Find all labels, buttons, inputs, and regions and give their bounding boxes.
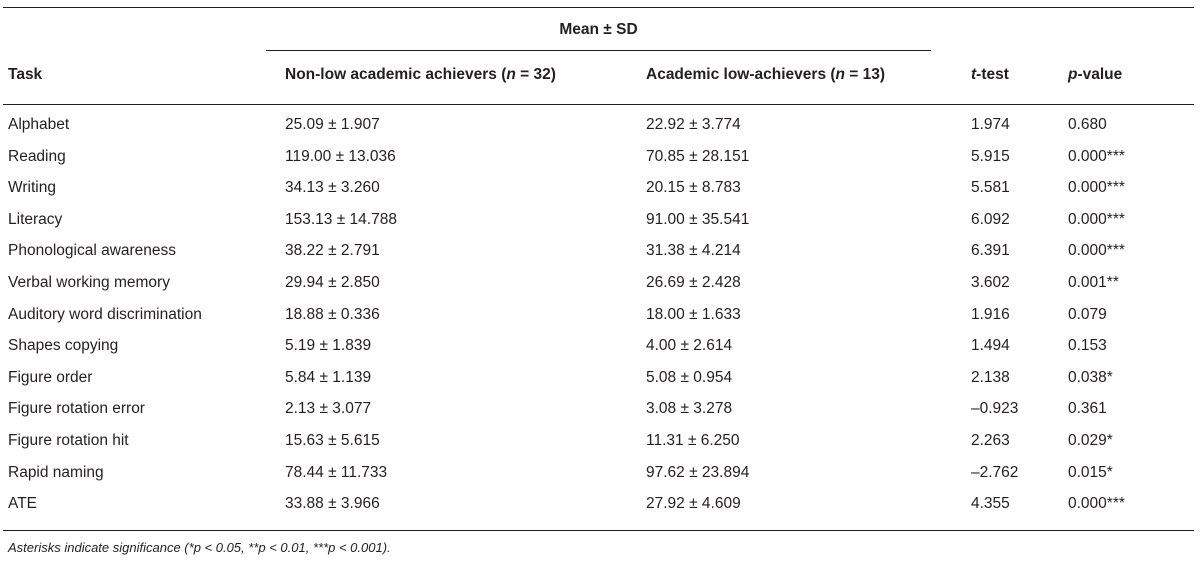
- cell-task: Figure rotation hit: [8, 432, 129, 449]
- header-t-test: [971, 65, 1009, 85]
- header-low-achievers: [646, 65, 885, 85]
- cell-p-value: 0.000***: [1068, 242, 1125, 260]
- cell-task: Phonological awareness: [8, 242, 177, 260]
- cell-non-low: 34.13 ± 3.260: [285, 179, 380, 197]
- header-t-italic: t: [971, 66, 977, 83]
- cell-non-low: 119.00 ± 13.036: [285, 147, 396, 165]
- cell-t-test: 1.916: [971, 305, 1010, 323]
- header-non-low-suffix: = 32): [515, 66, 556, 83]
- cell-t-test: 5.581: [971, 179, 1010, 197]
- table-bottom-rule: [3, 530, 1194, 531]
- cell-t-test: 2.138: [971, 368, 1010, 386]
- header-bottom-rule: [3, 104, 1194, 105]
- cell-non-low: 18.88 ± 0.336: [285, 305, 380, 323]
- cell-task: ATE: [8, 495, 37, 513]
- cell-low: 20.15 ± 8.783: [646, 179, 741, 197]
- cell-task: Auditory word discrimination: [8, 305, 202, 323]
- cell-p-value: 0.015*: [1068, 463, 1113, 481]
- cell-task: Figure order: [8, 368, 93, 386]
- cell-low: 70.85 ± 28.151: [646, 147, 750, 165]
- cell-task: Alphabet: [8, 116, 70, 133]
- cell-task: Literacy: [8, 210, 63, 228]
- cell-t-test: 1.974: [971, 116, 1010, 133]
- cell-non-low: 5.84 ± 1.139: [285, 368, 372, 386]
- cell-p-value: 0.000***: [1068, 179, 1125, 197]
- cell-low: 22.92 ± 3.774: [646, 116, 741, 133]
- header-non-low-prefix: Non-low academic achievers (: [285, 66, 507, 83]
- table-top-rule: [3, 7, 1194, 8]
- cell-low: 91.00 ± 35.541: [646, 210, 750, 228]
- cell-task: Reading: [8, 147, 66, 165]
- cell-non-low: 25.09 ± 1.907: [285, 116, 380, 133]
- cell-low: 27.92 ± 4.609: [646, 495, 741, 513]
- header-low-prefix: Academic low-achievers (: [646, 66, 836, 83]
- cell-low: 97.62 ± 23.894: [646, 463, 750, 481]
- header-low-n: n: [835, 66, 845, 83]
- spanner-rule: [266, 50, 931, 51]
- header-p-italic: p: [1068, 66, 1078, 83]
- cell-low: 4.00 ± 2.614: [646, 337, 733, 355]
- cell-non-low: 78.44 ± 11.733: [285, 463, 388, 481]
- cell-task: Verbal working memory: [8, 274, 170, 291]
- header-task: Task: [8, 66, 43, 83]
- cell-non-low: 29.94 ± 2.850: [285, 274, 380, 291]
- cell-non-low: 38.22 ± 2.791: [285, 242, 380, 260]
- cell-t-test: 1.494: [971, 337, 1010, 355]
- cell-p-value: 0.001**: [1068, 274, 1119, 291]
- header-non-low-n: n: [506, 66, 516, 83]
- cell-p-value: 0.038*: [1068, 368, 1113, 386]
- cell-p-value: 0.000***: [1068, 495, 1125, 513]
- cell-task: Rapid naming: [8, 463, 104, 481]
- cell-t-test: –0.923: [971, 400, 1019, 418]
- cell-t-test: 5.915: [971, 147, 1010, 165]
- cell-non-low: 153.13 ± 14.788: [285, 210, 397, 228]
- cell-low: 3.08 ± 3.278: [646, 400, 733, 418]
- header-non-low-achievers: [285, 65, 556, 85]
- cell-t-test: 4.355: [971, 495, 1010, 513]
- cell-low: 11.31 ± 6.250: [646, 432, 740, 449]
- cell-p-value: 0.000***: [1068, 147, 1125, 165]
- cell-non-low: 33.88 ± 3.966: [285, 495, 380, 513]
- cell-t-test: 6.391: [971, 242, 1010, 260]
- mean-sd-spanner-header: Mean ± SD: [559, 21, 638, 38]
- cell-p-value: 0.361: [1068, 400, 1107, 418]
- cell-task: Shapes copying: [8, 337, 119, 355]
- cell-p-value: 0.680: [1068, 116, 1107, 133]
- cell-p-value: 0.000***: [1068, 210, 1125, 228]
- cell-low: 26.69 ± 2.428: [646, 274, 741, 291]
- cell-p-value: 0.079: [1068, 305, 1107, 323]
- cell-non-low: 5.19 ± 1.839: [285, 337, 372, 355]
- cell-p-value: 0.029*: [1068, 432, 1113, 449]
- cell-t-test: –2.762: [971, 463, 1019, 481]
- significance-footnote: Asterisks indicate significance (*p < 0.05, **p < 0.01, ***p < 0.001).: [8, 540, 391, 555]
- cell-low: 18.00 ± 1.633: [646, 305, 741, 323]
- cell-t-test: 2.263: [971, 432, 1010, 449]
- cell-t-test: 6.092: [971, 210, 1010, 228]
- cell-low: 31.38 ± 4.214: [646, 242, 741, 260]
- cell-p-value: 0.153: [1068, 337, 1107, 355]
- cell-non-low: 15.63 ± 5.615: [285, 432, 380, 449]
- cell-task: Writing: [8, 179, 56, 197]
- cell-task: Figure rotation error: [8, 400, 145, 418]
- cell-non-low: 2.13 ± 3.077: [285, 400, 372, 418]
- header-p-value: [1068, 65, 1122, 85]
- cell-t-test: 3.602: [971, 274, 1010, 291]
- header-low-suffix: = 13): [845, 66, 886, 83]
- header-t-suffix: -test: [976, 66, 1009, 83]
- header-p-suffix: -value: [1077, 66, 1123, 83]
- cell-low: 5.08 ± 0.954: [646, 368, 733, 386]
